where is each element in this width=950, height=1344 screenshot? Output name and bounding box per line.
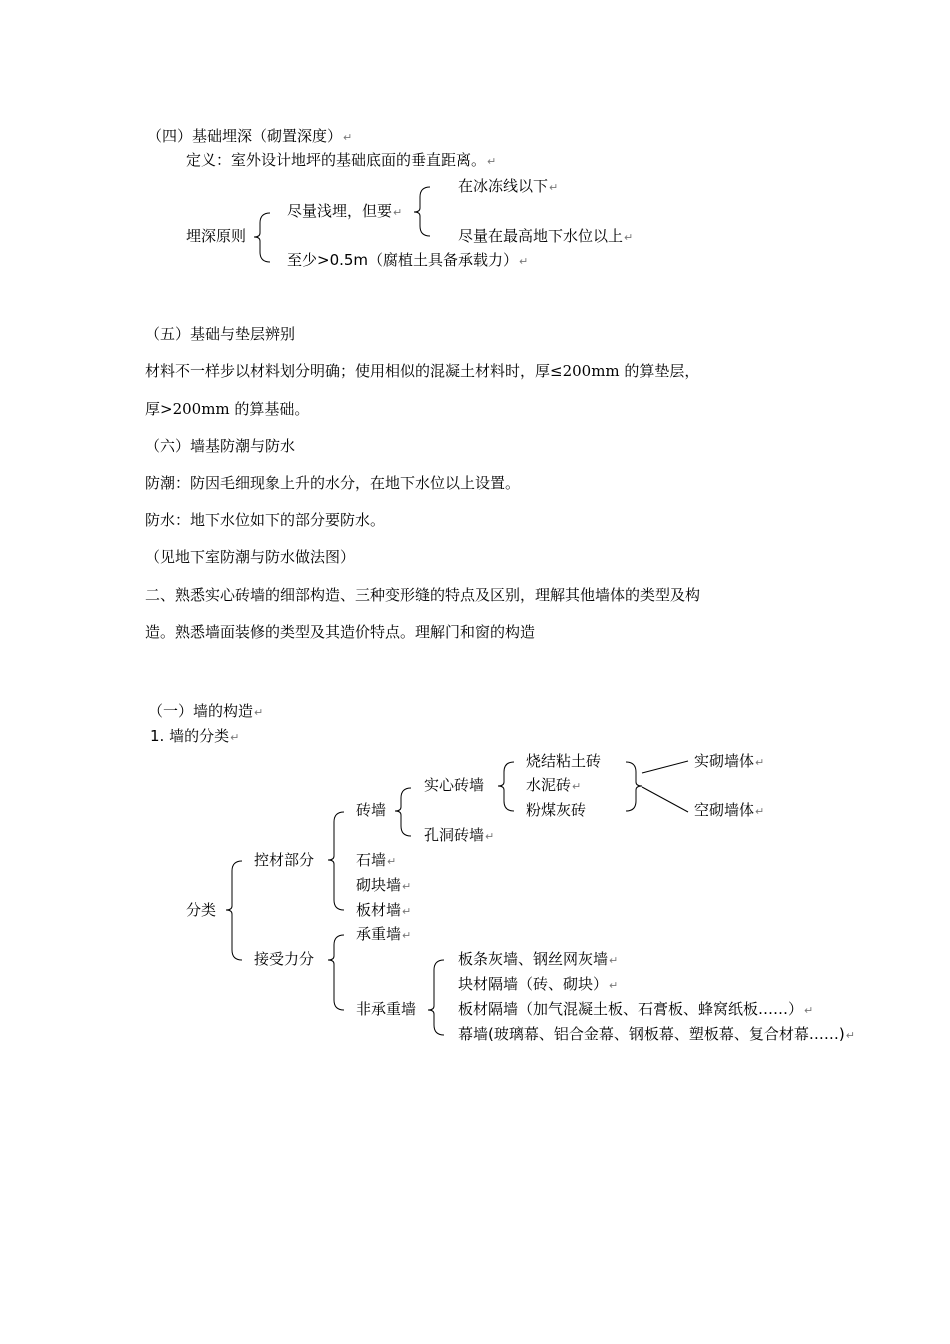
brick-wall: 砖墙 (356, 801, 387, 819)
brick-fly-ash: 粉煤灰砖 (526, 801, 587, 819)
brick-fired-clay: 烧结粘土砖 (526, 752, 602, 770)
solid-brick-wall: 实心砖墙 (424, 776, 485, 794)
stone-wall: 石墙↵ (356, 851, 397, 869)
branch-shallow: 尽量浅埋，但要↵ (287, 202, 403, 220)
wall-subheading: 1. 墙的分类↵ (150, 727, 240, 745)
paragraph-line: 厚>200mm 的算基础。 (145, 400, 310, 418)
paragraph-line: 材料不一样步以材料划分明确；使用相似的混凝土材料时，厚≤200mm 的算垫层， (145, 362, 700, 380)
definition-text: 定义：室外设计地坪的基础底面的垂直距离。↵ (186, 151, 497, 169)
by-material: 控材部分 (254, 851, 315, 869)
paragraph-line: （见地下室防潮与防水做法图） (145, 548, 356, 566)
paragraph-line: 防水：地下水位如下的部分要防水。 (145, 511, 386, 529)
non-load-bearing-wall: 非承重墙 (356, 1000, 417, 1018)
wall-heading: （一）墙的构造↵ (148, 702, 264, 720)
classification-root: 分类 (186, 901, 217, 919)
leaf-groundwater: 尽量在最高地下水位以上↵ (458, 227, 634, 245)
paragraph-line: 造。熟悉墙面装修的类型及其造价特点。理解门和窗的构造 (145, 623, 536, 641)
nlb-item: 块材隔墙（砖、砌块）↵ (458, 975, 619, 993)
root-depth-principle: 埋深原则 (186, 227, 247, 245)
nlb-item: 板条灰墙、钢丝网灰墙↵ (458, 950, 619, 968)
nlb-item: 幕墙(玻璃幕、铝合金幕、钢板幕、塑板幕、复合材幕……)↵ (458, 1025, 855, 1043)
section4-heading: （四）基础埋深（砌置深度）↵ (147, 127, 353, 145)
perforated-brick-wall: 孔洞砖墙↵ (424, 826, 495, 844)
branch-min-depth: 至少>0.5m（腐植土具备承载力）↵ (287, 251, 529, 269)
brick-cement: 水泥砖↵ (526, 776, 582, 794)
section5-heading: （五）基础与垫层辨别 (145, 325, 296, 343)
hollow-masonry: 空砌墙体↵ (694, 801, 765, 819)
nlb-item: 板材隔墙（加气混凝土板、石膏板、蜂窝纸板……）↵ (458, 1000, 814, 1018)
section6-heading: （六）墙基防潮与防水 (145, 437, 296, 455)
block-wall: 砌块墙↵ (356, 876, 412, 894)
leaf-frost-line: 在冰冻线以下↵ (458, 177, 559, 195)
panel-wall: 板材墙↵ (356, 901, 412, 919)
solid-masonry: 实砌墙体↵ (694, 752, 765, 770)
paragraph-line: 防潮：防因毛细现象上升的水分，在地下水位以上设置。 (145, 474, 521, 492)
load-bearing-wall: 承重墙↵ (356, 925, 412, 943)
by-force: 接受力分 (254, 950, 315, 968)
paragraph-line: 二、熟悉实心砖墙的细部构造、三种变形缝的特点及区别，理解其他墙体的类型及构 (145, 586, 701, 604)
